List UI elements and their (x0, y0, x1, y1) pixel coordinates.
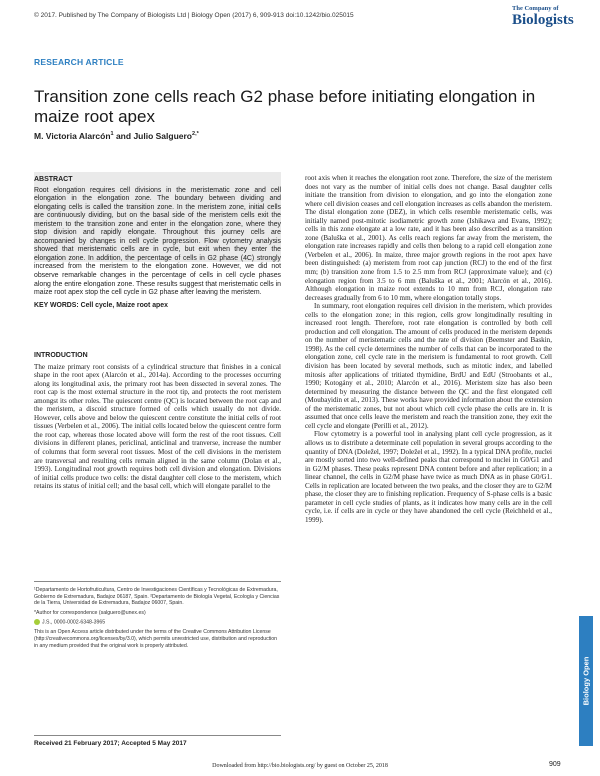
download-notice: Downloaded from http://bio.biologists.org/ by guest on October 25, 2018 (212, 763, 388, 769)
received-divider (34, 735, 281, 736)
author-separator: and (113, 131, 134, 141)
article-title: Transition zone cells reach G2 phase before initiating elongation in maize root apex (34, 87, 536, 126)
publisher-logo (512, 6, 572, 28)
received-dates: Received 21 February 2017; Accepted 5 May 2017 (34, 740, 187, 747)
right-paragraph-2: In summary, root elongation requires cell division in the meristem, which provides cells to the elongation zone; in this region, cells grow longitudinally resulting in increased root length. Therefore, root rate elongation is controlled by both cell production and cell elongation. The amount of cells produced in the meristem depends on the number of meristematic cells and the rate of division (Beemster and Baskin, 1998). As the cell cycle determines the number of cells that can be incorporated to the elongation zone, cell cycle rate in the meristem is fundamental to root growth. Cell division has been located by several methods, such as mitotic index, and labelled mitosis after applications of tritiated thymidine, BrdU and EdU (Stroobants et al., 1990; Kotogány et al., 2010; Alarcón et al., 2016). Meristem size has also been determined by measuring the distance between the QC and the first elongated cell (Moubayidin et al., 2013). These works have provided information about the extension of the meristematic zones, but not about which cell cycle phase the cells are in. It is assumed that once cells leave the meristem and reach the transition zone, they exit the cell cycle and elongate (Perilli et al., 2012). (305, 302, 552, 430)
orcid-icon (34, 619, 40, 625)
abstract-heading: ABSTRACT (34, 176, 73, 183)
keywords (34, 302, 281, 311)
author-2: Julio Salguero (133, 131, 193, 141)
logo-small-text: The Company of (512, 5, 559, 12)
orcid-text: J.S., 0000-0002-6348-3965 (42, 619, 106, 626)
author-1: M. Victoria Alarcón (34, 131, 111, 141)
sidebar-label: Biology Open (581, 656, 591, 706)
right-column (305, 174, 552, 524)
introduction (34, 352, 281, 491)
abstract (34, 176, 281, 310)
article-type: RESEARCH ARTICLE (34, 57, 124, 67)
author-2-affiliation: 2,* (192, 131, 199, 138)
license-text: This is an Open Access article distributed under the terms of the Creative Commons Attribution License (http://creativecommons.org/licenses/by/3.0), which permits unrestricted use, distribution and reproduction in any medium provided that the original work is properly attributed. (34, 629, 278, 649)
logo-big-text: Biologists (512, 11, 574, 28)
orcid-line (34, 619, 281, 626)
footnote-divider (34, 581, 281, 582)
footnotes (34, 587, 281, 652)
introduction-paragraph-1: The maize primary root consists of a cylindrical structure that finishes in a conical shape in the root apex (Alarcón et al., 2014a). According to the processes occurring along its longitudinal axis, the primary root has been dissected in several zones. The root cap is the most external structure in the root tip, and protects the root meristem amongst its other roles. The quiescent centre (QC) is located between the root cap and the meristem, a discoid structure formed of cells which usually do not divide. However, cells above and below the quiescent centre constitute the initial cells of root tissues (Verbelen et al., 2006). The initial cells located below the quiescent centre form the root cap, whereas those located above will form the rest of the root tissues. Cell divisions in different planes, periclinal, anticlinal and tranverse, increase the number of columns that form several root tissues. Most of the cell divisions in the meristem are transversal and resulting cells remain aligned in the same column (Dolan et al., 1993). Longitudinal root growth requires both cell division and elongation. Divisions of initial cells produce two cells: the distal daughter cell close to the meristem, which retains its status of initial cell; and the basal cell, which will elongate parallel to the (34, 362, 281, 491)
abstract-text: Root elongation requires cell divisions in the meristematic zone and cell elongation in the elongation zone. The boundary between dividing and elongating cells is called the transition zone. In the meristem zone, initial cells are continuously dividing, but on the basal side of the meristem cells exit the meristem to the transition zone and enter in the elongation zone, where they stop division and rapidly elongate. Throughout this journey cells are accompanied by changes in cell cycle progression. Flow cytometry analysis showed that meristematic cells are in cycle, but exit when they enter the elongation zone. In addition, the percentage of cells in G2 phase (4C) strongly increased from the meristem to the elongation zone. However, we did not observe remarkable changes in the percentage of cells in cell cycle phases along the entire elongation zone. These results suggest that meristematic cells in maize root apex stop the cell cycle in G2 phase after leaving the meristem. (34, 186, 281, 297)
keywords-label: KEY WORDS: (34, 301, 79, 309)
keywords-value: Cell cycle, Maize root apex (80, 301, 168, 309)
right-paragraph-1: root axis when it reaches the elongation root zone. Therefore, the size of the meristem does not vary as the number of initial cells does not change. Basal daughter cells initiate the transition from division to elongation, and go into the elongation zone where cell division ceases and cell elongation increases as cells abandon the meristem. The distal elongation zone (DEZ), in which cells resemble meristematic cells, was initially named post-mitotic isodiametric growth zone (Ishikawa and Evans, 1992); cells in this zone elongate at a low rate, and it has been also described as a transition zone (Baluška et al., 2001). As cells reach regions far away from the meristem, the elongation rate increases rapidly and cells then belong to a rapid cell elongation zone (Verbelen et al., 2006). In maize, three major growth regions in the root apex have been distinguished: (a) meristem from root cap junction (RCJ) to the end of the first mm; (b) transition zone from 1.5 to 2.5 mm from RCJ (approximate value); and (c) elongation region from 3.5 to 6 mm (Baluška et al., 2001; Alarcón et al., 2016). Although elongation in maize root extends to 10 mm from RCJ, elongation rate decreases gradually from 6 to 10 mm, where elongation totally stops. (305, 174, 552, 302)
affiliations: ¹Departamento de Hortofruticultura, Centro de Investigaciones Científicas y Tecnológicas de Extremadura, Gobierno de Extremadura, Badajoz 06187, Spain. ²Departamento de Biología Vegetal, Ecología y Ciencias de la Tierra, Universidad de Extremadura, Badajoz 06007, Spain. (34, 587, 280, 607)
journal-citation: © 2017. Published by The Company of Biologists Ltd | Biology Open (2017) 6, 909-913 doi:10.1242/bio.025015 (34, 12, 354, 19)
author-1-affiliation: 1 (110, 131, 114, 138)
journal-sidebar (579, 616, 593, 746)
author-list (34, 131, 199, 141)
introduction-heading: INTRODUCTION (34, 352, 88, 359)
right-paragraph-3: Flow cytometry is a powerful tool in analysing plant cell cycle progression, as it allows us to distribute a determinate cell population in several groups according to the quantity of DNA (Doležel, 1997; Doležel et al., 1992). In a typical DNA profile, nuclei are mostly sorted into two well-defined peaks that correspond to nuclei in G0/G1 and in G2/M phases. These peaks represent DNA content before and after replication; in a linear channel, the cells in G2/M phase have twice as much DNA as in phase G0/G1. Cells in replication are located between the two peaks, and the closer they are to G2/M phase, the closer they are to finishing replication. Frequency of S-phase cells is a basic parameter in cell cycle studies of plants, as it indicates how many cells are in the cell cycle, i.e. if cells are in cycle or they have abandoned the cell cycle (Reichheld et al., 1999). (305, 430, 552, 524)
correspondence: *Author for correspondence (salguero@unex.es) (34, 609, 146, 616)
page-number: 909 (549, 761, 561, 768)
